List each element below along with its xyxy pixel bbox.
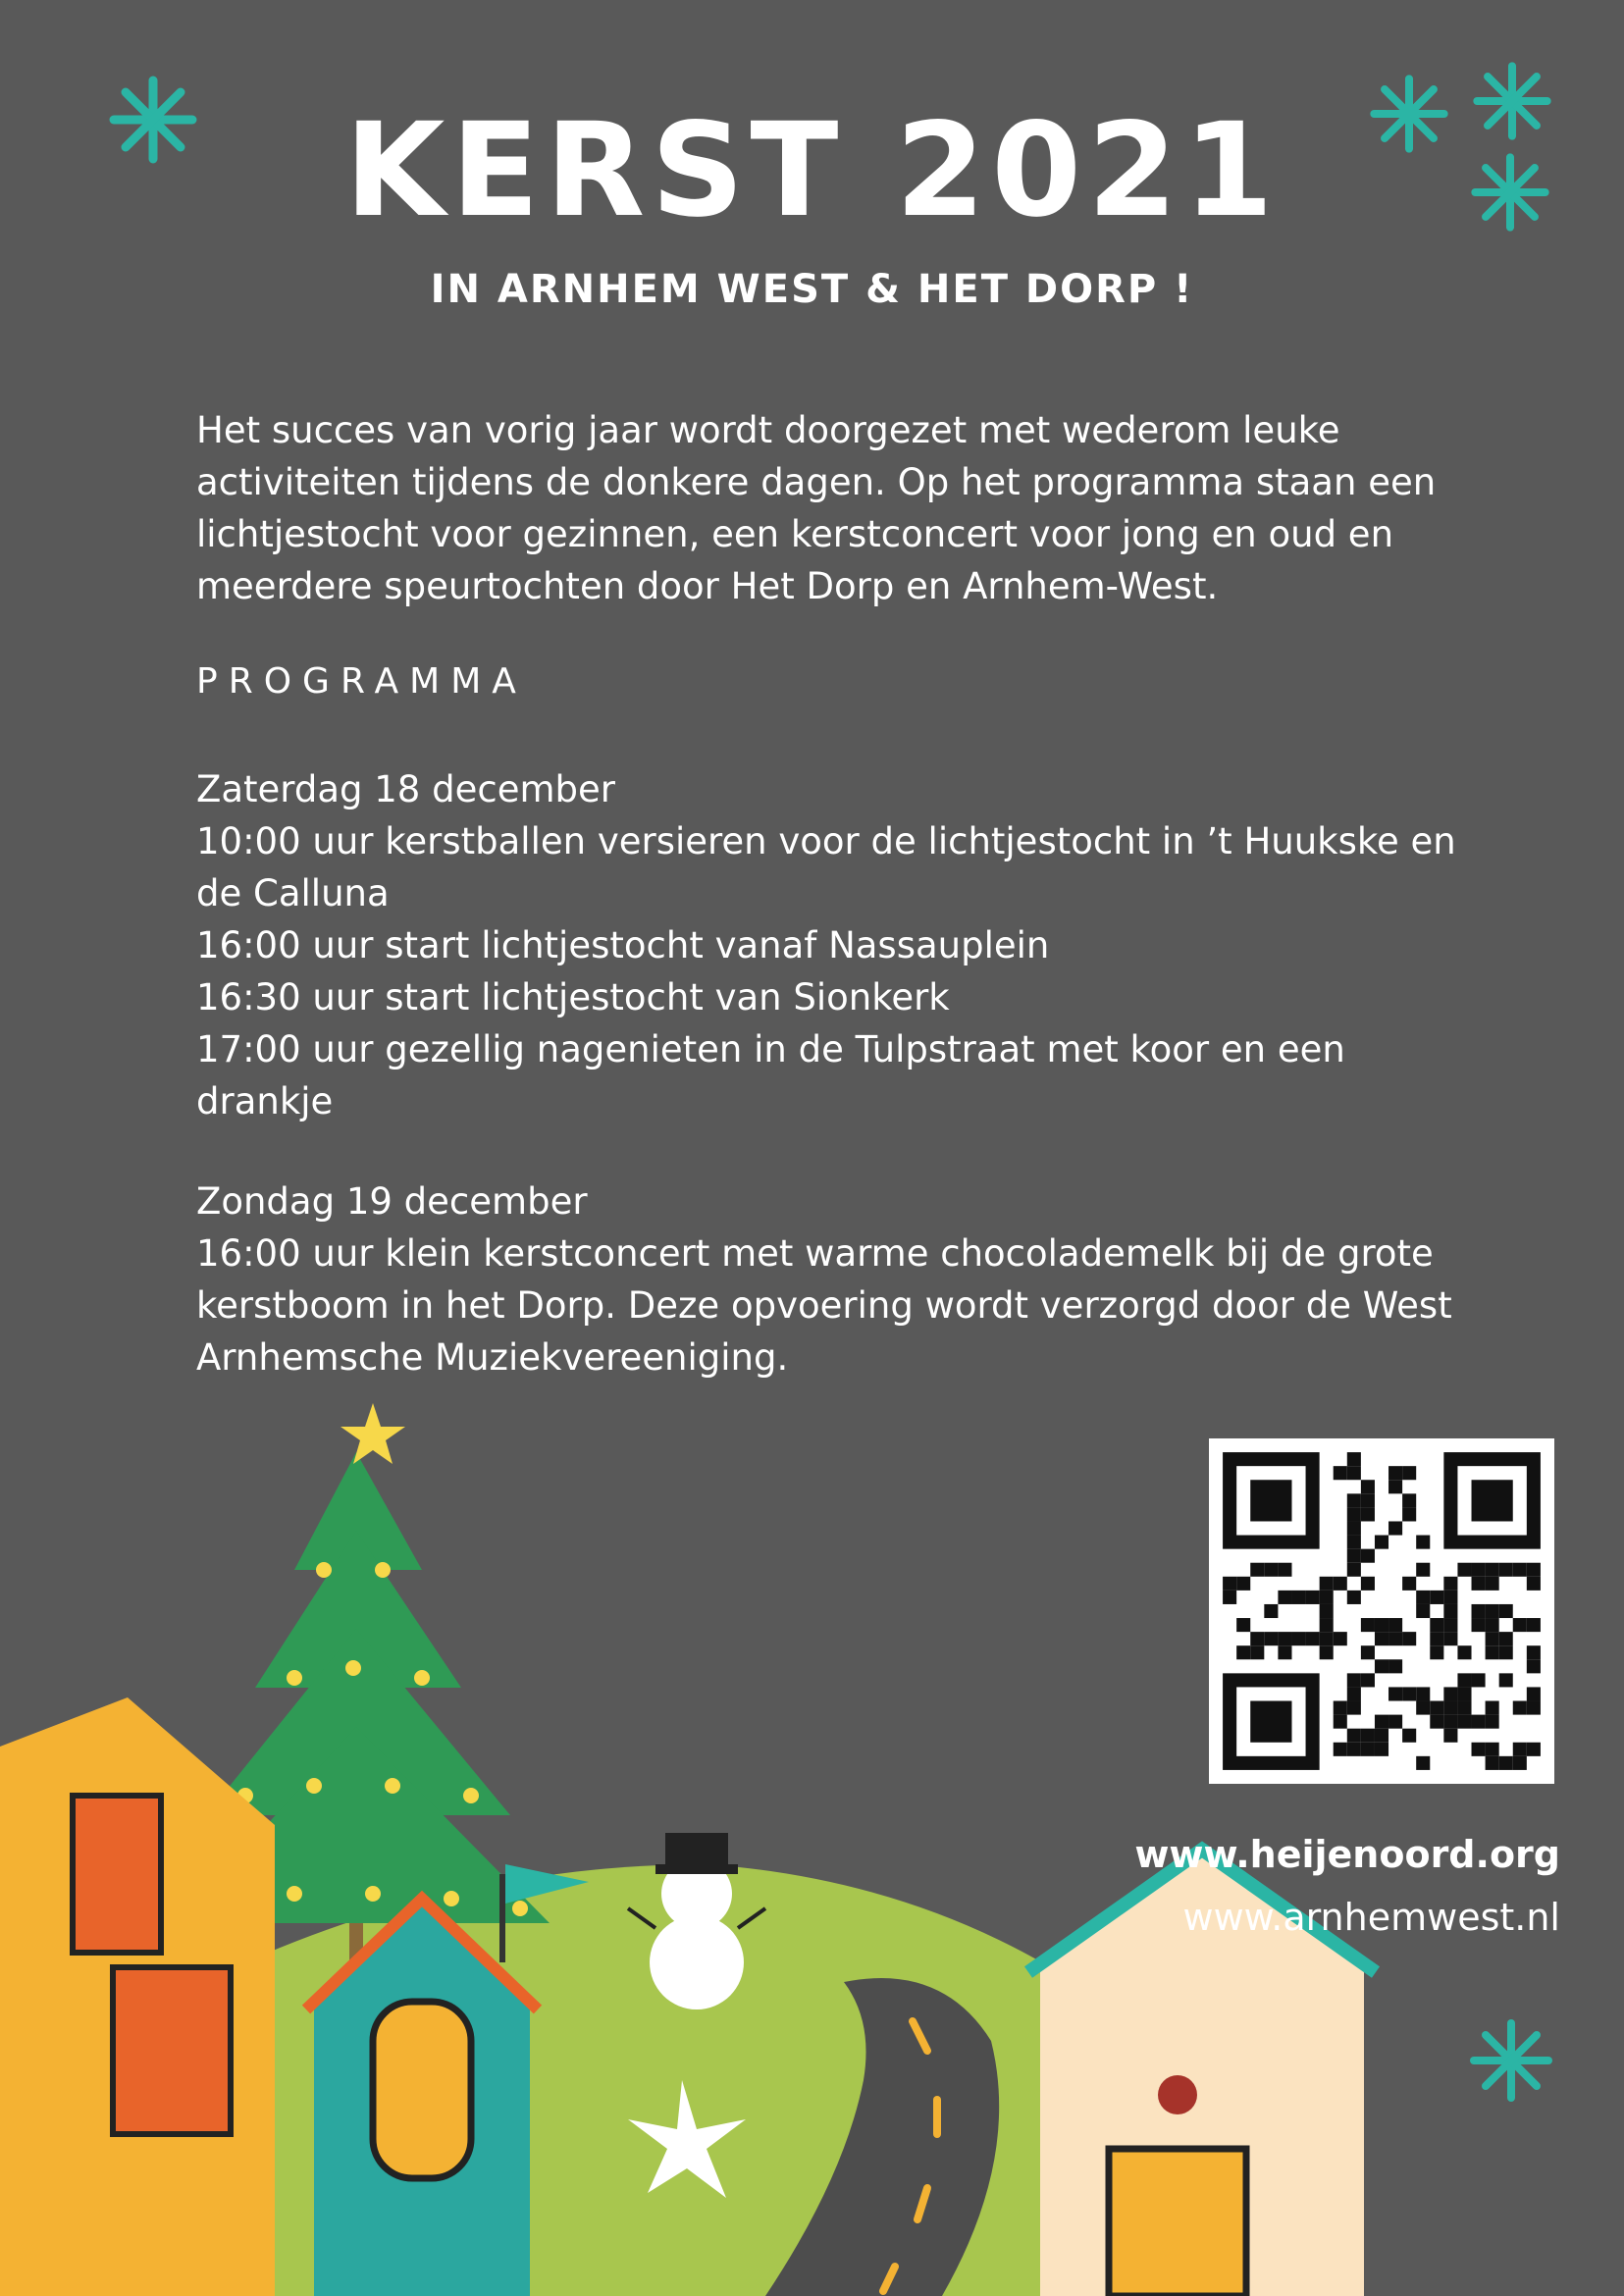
- qr-code[interactable]: [1209, 1438, 1554, 1784]
- page-title: KERST 2021: [344, 95, 1280, 246]
- page-subtitle: IN ARNHEM WEST & HET DORP !: [430, 267, 1194, 312]
- program-line: Zaterdag 18 december: [196, 768, 615, 810]
- program-line: Arnhemsche Muziekvereeniging.: [196, 1336, 789, 1379]
- intro-line: Het succes van vorig jaar wordt doorgezet met wederom leuke: [196, 409, 1340, 451]
- website-link-arnhemwest[interactable]: www.arnhemwest.nl: [1182, 1896, 1560, 1939]
- program-line: kerstboom in het Dorp. Deze opvoering wordt verzorgd door de West: [196, 1284, 1452, 1327]
- program-line: drankje: [196, 1080, 334, 1122]
- intro-line: lichtjestocht voor gezinnen, een kerstconcert voor jong en oud en: [196, 513, 1394, 555]
- program-line: 16:30 uur start lichtjestocht van Sionkerk: [196, 976, 950, 1018]
- program-day-saturday: [196, 763, 1472, 1127]
- program-day-sunday: [196, 1175, 1472, 1383]
- program-line: 16:00 uur start lichtjestocht vanaf Nassauplein: [196, 924, 1050, 966]
- programma-heading: PROGRAMMA: [196, 661, 527, 702]
- program-line: de Calluna: [196, 872, 390, 914]
- program-line: Zondag 19 december: [196, 1180, 588, 1223]
- program-line: 10:00 uur kerstballen versieren voor de lichtjestocht in ’t Huukske en: [196, 820, 1456, 862]
- program-line: 16:00 uur klein kerstconcert met warme chocolademelk bij de grote: [196, 1232, 1434, 1275]
- website-link-heijenoord[interactable]: www.heijenoord.org: [1134, 1833, 1560, 1876]
- intro-line: meerdere speurtochten door Het Dorp en Arnhem-West.: [196, 565, 1219, 607]
- intro-paragraph: [196, 404, 1472, 612]
- intro-line: activiteiten tijdens de donkere dagen. Op het programma staan een: [196, 461, 1437, 503]
- program-line: 17:00 uur gezellig nagenieten in de Tulpstraat met koor en een: [196, 1028, 1345, 1070]
